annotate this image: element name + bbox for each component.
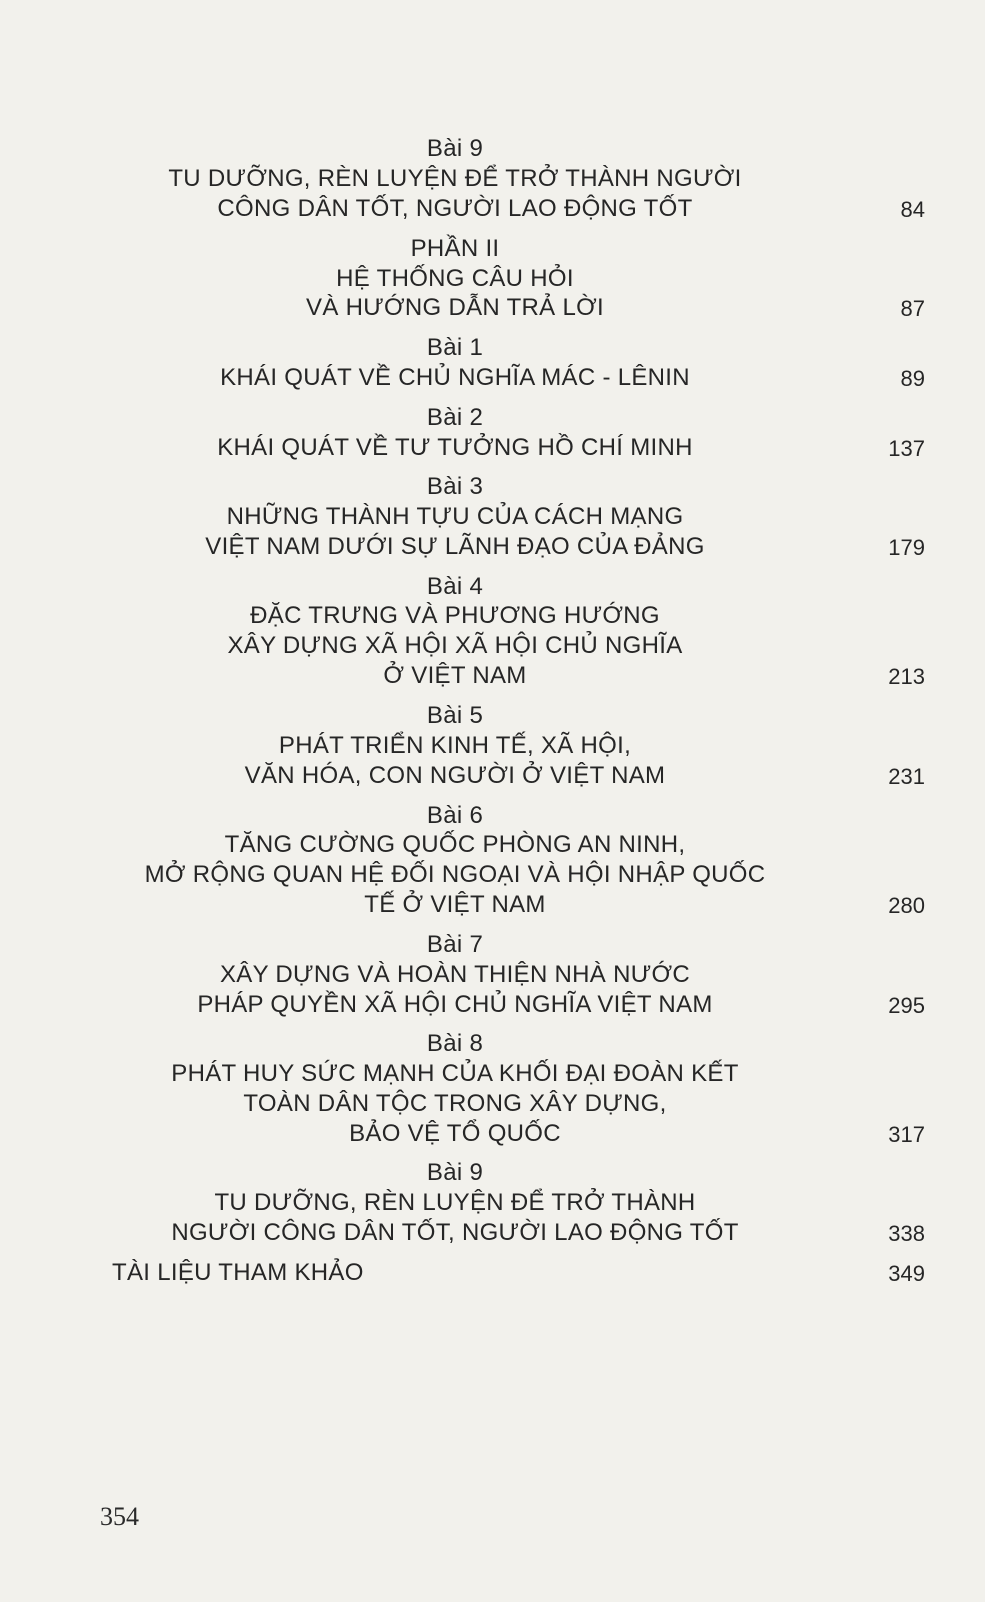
- toc-page-number: 280: [888, 893, 925, 918]
- toc-lesson-label: Bài 9: [426, 1159, 484, 1186]
- toc-title-line: TẾ Ở VIỆT NAM: [364, 891, 546, 918]
- toc-page-number: 317: [888, 1122, 925, 1147]
- toc-title-line: VÀ HƯỚNG DẪN TRẢ LỜI: [306, 294, 604, 321]
- toc-title-line: TU DƯỠNG, RÈN LUYỆN ĐỂ TRỞ THÀNH: [214, 1189, 696, 1216]
- toc-title-line: MỞ RỘNG QUAN HỆ ĐỐI NGOẠI VÀ HỘI NHẬP QUỐC: [144, 861, 766, 888]
- toc-title-line: CÔNG DÂN TỐT, NGƯỜI LAO ĐỘNG TỐT: [217, 195, 693, 222]
- page-number: 354: [100, 1502, 139, 1531]
- toc-title-line: TU DƯỠNG, RÈN LUYỆN ĐỂ TRỞ THÀNH NGƯỜI: [168, 165, 742, 192]
- toc-page-number: 137: [888, 436, 925, 461]
- toc-page-number: 213: [888, 664, 925, 689]
- toc-title-line: XÂY DỰNG XÃ HỘI XÃ HỘI CHỦ NGHĨA: [227, 632, 683, 659]
- toc-page-number: 349: [888, 1261, 925, 1286]
- toc-title-line: VIỆT NAM DƯỚI SỰ LÃNH ĐẠO CỦA ĐẢNG: [205, 533, 705, 560]
- toc-title-line: TĂNG CƯỜNG QUỐC PHÒNG AN NINH,: [224, 831, 686, 858]
- toc-page-number: 295: [888, 993, 925, 1018]
- toc-lesson-label: Bài 3: [426, 473, 484, 500]
- toc-title-line: KHÁI QUÁT VỀ CHỦ NGHĨA MÁC - LÊNIN: [220, 364, 690, 391]
- toc-title-line: PHÁT HUY SỨC MẠNH CỦA KHỐI ĐẠI ĐOÀN KẾT: [171, 1060, 739, 1087]
- toc-title-line: KHÁI QUÁT VỀ TƯ TƯỞNG HỒ CHÍ MINH: [217, 434, 693, 461]
- toc-title-line: PHÁP QUYỀN XÃ HỘI CHỦ NGHĨA VIỆT NAM: [197, 991, 713, 1018]
- toc-title-line: TOÀN DÂN TỘC TRONG XÂY DỰNG,: [243, 1090, 667, 1117]
- toc-part-label: PHẦN II: [410, 235, 500, 262]
- toc-references-label: TÀI LIỆU THAM KHẢO: [112, 1259, 364, 1286]
- toc-lesson-label: Bài 4: [426, 573, 484, 600]
- toc-title-line: PHÁT TRIỂN KINH TẾ, XÃ HỘI,: [278, 732, 632, 759]
- toc-lesson-label: Bài 6: [426, 802, 484, 829]
- toc-lesson-label: Bài 8: [426, 1030, 484, 1057]
- toc-lesson-label: Bài 7: [426, 931, 484, 958]
- toc-page-number: 231: [888, 764, 925, 789]
- toc-title-line: NGƯỜI CÔNG DÂN TỐT, NGƯỜI LAO ĐỘNG TỐT: [171, 1219, 739, 1246]
- toc-title-line: HỆ THỐNG CÂU HỎI: [336, 265, 574, 292]
- toc-title-line: BẢO VỆ TỔ QUỐC: [349, 1120, 561, 1147]
- toc-page-number: 89: [900, 366, 925, 391]
- toc-title-line: NHỮNG THÀNH TỰU CỦA CÁCH MẠNG: [226, 503, 684, 530]
- toc-page-number: 179: [888, 535, 925, 560]
- toc-title-line: Ở VIỆT NAM: [383, 662, 527, 689]
- toc-lesson-label: Bài 1: [426, 334, 484, 361]
- toc-title-line: VĂN HÓA, CON NGƯỜI Ở VIỆT NAM: [244, 762, 666, 789]
- toc-lesson-label: Bài 5: [426, 702, 484, 729]
- toc-lesson-label: Bài 9: [426, 135, 484, 162]
- toc-page-number: 87: [900, 296, 925, 321]
- toc-title-line: ĐẶC TRƯNG VÀ PHƯƠNG HƯỚNG: [250, 602, 660, 629]
- toc-page-number: 338: [888, 1221, 925, 1246]
- toc-lesson-label: Bài 2: [426, 404, 484, 431]
- toc-title-line: XÂY DỰNG VÀ HOÀN THIỆN NHÀ NƯỚC: [219, 961, 691, 988]
- toc-page-number: 84: [900, 197, 925, 222]
